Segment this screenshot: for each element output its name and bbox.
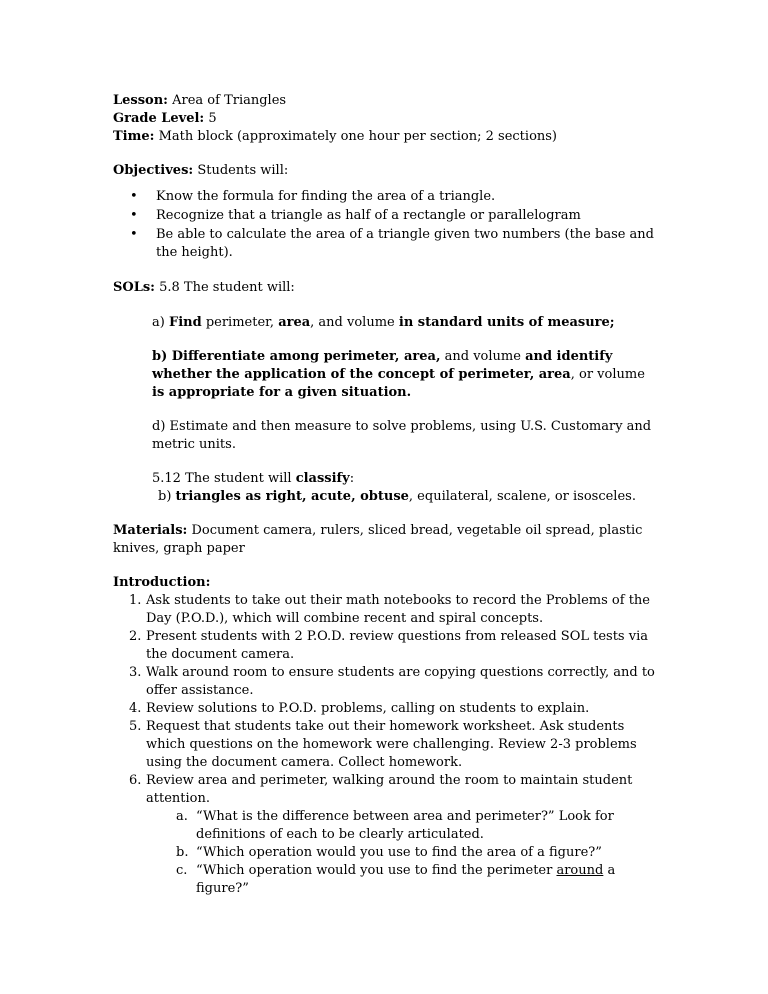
lesson-value: Area of Triangles <box>172 93 287 108</box>
objectives-list <box>113 188 658 262</box>
list-item <box>176 862 658 898</box>
sol-a-bold-2: area <box>278 315 311 330</box>
list-item <box>176 844 658 862</box>
materials-label: Materials: <box>113 523 188 538</box>
sol-b-bold-1: b) Differentiate among perimeter, area, <box>152 349 441 364</box>
list-item <box>129 628 658 664</box>
step-number: 3. <box>129 665 142 680</box>
list-item <box>129 718 658 772</box>
sub-text: “What is the difference between area and perimeter?” Look for definitions of each to be clearly articulated. <box>196 809 614 842</box>
objectives-heading <box>113 162 658 180</box>
list-item <box>129 592 658 628</box>
list-item <box>130 226 658 262</box>
lesson-plan-document <box>113 92 658 898</box>
sol-512-colon: : <box>349 471 355 486</box>
sol-item-b <box>152 348 658 402</box>
list-item <box>129 664 658 700</box>
time-value: Math block (approximately one hour per section; 2 sections) <box>158 129 558 144</box>
sub-letter: c. <box>176 863 188 878</box>
introduction-steps <box>113 592 658 808</box>
sol-512-b-prefix: b) <box>158 489 176 504</box>
introduction-label: Introduction: <box>113 575 211 590</box>
step-text: Review solutions to P.O.D. problems, calling on students to explain. <box>146 701 590 716</box>
sol-512-item-b <box>152 488 658 506</box>
grade-value: 5 <box>208 111 217 126</box>
sol-a-bold-1: Find <box>168 315 202 330</box>
list-item <box>130 207 658 225</box>
list-item <box>176 808 658 844</box>
bullet-icon: • <box>130 227 138 242</box>
lesson-label: Lesson: <box>113 93 168 108</box>
step-text: Ask students to take out their math notebooks to record the Problems of the Day (P.O.D.), which will combine recent and spiral concepts. <box>146 593 650 626</box>
step-text: Present students with 2 P.O.D. review questions from released SOL tests via the document camera. <box>146 629 648 662</box>
sol-512-text: 5.12 The student will <box>152 471 296 486</box>
list-item <box>130 188 658 206</box>
sub-text: “Which operation would you use to find the area of a figure?” <box>196 845 602 860</box>
sol-512-heading <box>152 470 658 488</box>
materials-line <box>113 522 658 558</box>
step-number: 1. <box>129 593 142 608</box>
grade-line <box>113 110 658 128</box>
sol-a-prefix: a) <box>152 315 169 330</box>
objective-text: Recognize that a triangle as half of a rectangle or parallelogram <box>156 208 581 223</box>
time-line <box>113 128 658 146</box>
sol-b-text-1: and volume <box>440 349 526 364</box>
sol-item-d: d) Estimate and then measure to solve problems, using U.S. Customary and metric units. <box>152 419 652 452</box>
step-number: 2. <box>129 629 142 644</box>
materials-text: Document camera, rulers, sliced bread, vegetable oil spread, plastic knives, graph paper <box>113 523 643 556</box>
sols-heading <box>113 279 658 297</box>
step-number: 6. <box>129 773 142 788</box>
bullet-icon: • <box>130 189 138 204</box>
review-questions <box>113 808 658 898</box>
bullet-icon: • <box>130 208 138 223</box>
sol-b-bold-3: is appropriate for a given situation. <box>152 385 412 400</box>
sub-letter: a. <box>176 809 188 824</box>
sol-512-b-text: , equilateral, scalene, or isosceles. <box>408 489 636 504</box>
step-text: Walk around room to ensure students are copying questions correctly, and to offer assistance. <box>146 665 655 698</box>
sub-letter: b. <box>176 845 189 860</box>
sols-label: SOLs: <box>113 280 155 295</box>
list-item <box>129 700 658 718</box>
sol-a-text-1: perimeter, <box>201 315 279 330</box>
sol-a-bold-3: in standard units of measure; <box>398 315 615 330</box>
list-item <box>129 772 658 808</box>
sols-intro: 5.8 The student will: <box>159 280 295 295</box>
objective-text: Know the formula for finding the area of a triangle. <box>156 189 496 204</box>
objective-text: Be able to calculate the area of a triangle given two numbers (the base and the height). <box>156 227 655 260</box>
sol-512-b-bold: triangles as right, acute, obtuse <box>175 489 409 504</box>
lesson-line <box>113 92 658 110</box>
sol-512-bold: classify <box>295 471 350 486</box>
underlined-word: around <box>556 863 604 878</box>
step-number: 5. <box>129 719 142 734</box>
introduction-heading <box>113 574 658 592</box>
sol-b-text-2: , or volume <box>570 367 645 382</box>
objectives-intro: Students will: <box>197 163 289 178</box>
objectives-label: Objectives: <box>113 163 194 178</box>
sols-section <box>113 297 658 506</box>
step-number: 4. <box>129 701 142 716</box>
grade-label: Grade Level: <box>113 111 205 126</box>
time-label: Time: <box>113 129 155 144</box>
sol-a-text-2: , and volume <box>310 315 399 330</box>
step-text: Review area and perimeter, walking around the room to maintain student attention. <box>146 773 633 806</box>
step-text: Request that students take out their homework worksheet. Ask students which questions on the homework were challenging. Review 2-3 problems using the document camera. Collect homework. <box>146 719 637 770</box>
sol-item-a <box>152 314 658 332</box>
sub-text: a figure?” <box>196 863 616 896</box>
sol-b-bold-2: and identify whether the application of the concept of perimeter, area <box>152 349 613 382</box>
sub-text: “Which operation would you use to find the perimeter <box>196 863 557 878</box>
